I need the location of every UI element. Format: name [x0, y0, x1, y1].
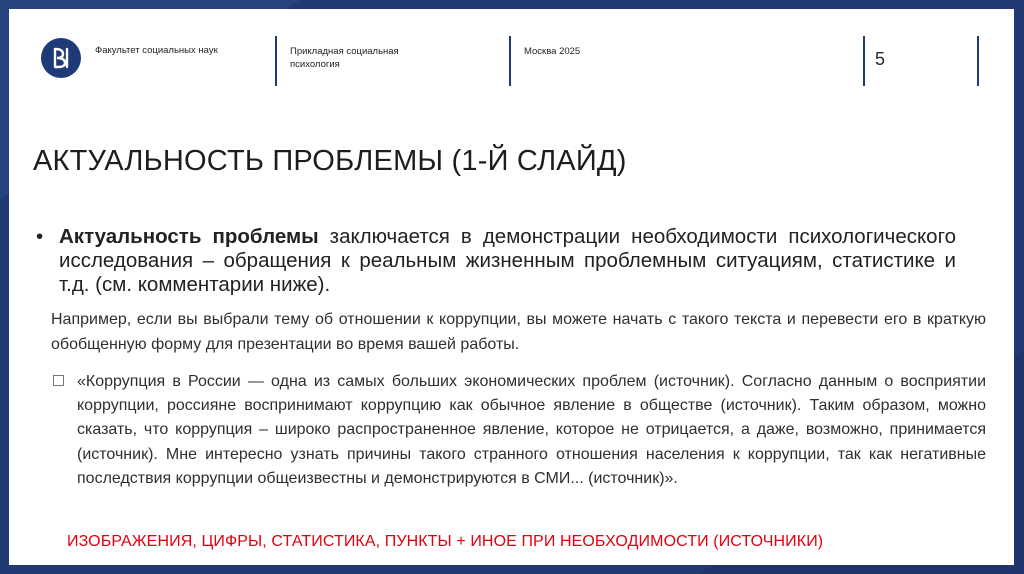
header-divider: [275, 36, 277, 86]
hse-logo-icon: [41, 38, 81, 78]
lead-rest: заключается в демонстрации необходимости психологического исследования – обращения к реальным жизненным проблемным ситуациям, статистике и т.д. (см. комментарии ниже).: [59, 225, 956, 296]
page-number: 5: [875, 49, 886, 69]
header-divider: [977, 36, 979, 86]
slide: [9, 9, 1014, 565]
program-name: Прикладная социальная психология: [290, 46, 399, 70]
lead-bullet: [36, 225, 956, 297]
city-year: Москва 2025: [524, 46, 581, 57]
header-divider: [863, 36, 865, 86]
red-note: ИЗОБРАЖЕНИЯ, ЦИФРЫ, СТАТИСТИКА, ПУНКТЫ + ИНОЕ ПРИ НЕОБХОДИМОСТИ (ИСТОЧНИКИ): [67, 533, 824, 550]
checkbox-bullet-icon: [53, 375, 64, 386]
example-paragraph: Например, если вы выбрали тему об отношении к коррупции, вы можете начать с такого текста и перевести его в краткую обобщенную форму для презентации во время вашей работы.: [51, 311, 986, 353]
lead-bold: Актуальность проблемы: [59, 225, 319, 248]
bullet-glyph: •: [36, 225, 44, 248]
lead-text: [36, 225, 956, 297]
quote-text: «Коррупция в России — одна из самых больших экономических проблем (источник). Согласно данным о восприятии коррупции, россияне воспринимают коррупцию как обычное явление в обществе (источник). Таким образом, можно сказать, что коррупция – широко распространенное явление, которое не отрицается, а даже, возможно, принимается (источник). Мне интересно узнать причины такого странного отношения населения к коррупции, так как негативные последствия коррупции общеизвестны и демонстрируются в СМИ... (источник)».: [77, 373, 986, 487]
faculty-name: Факультет социальных наук: [95, 45, 218, 56]
slide-title: АКТУАЛЬНОСТЬ ПРОБЛЕМЫ (1-Й СЛАЙД): [33, 145, 627, 177]
header-divider: [509, 36, 511, 86]
